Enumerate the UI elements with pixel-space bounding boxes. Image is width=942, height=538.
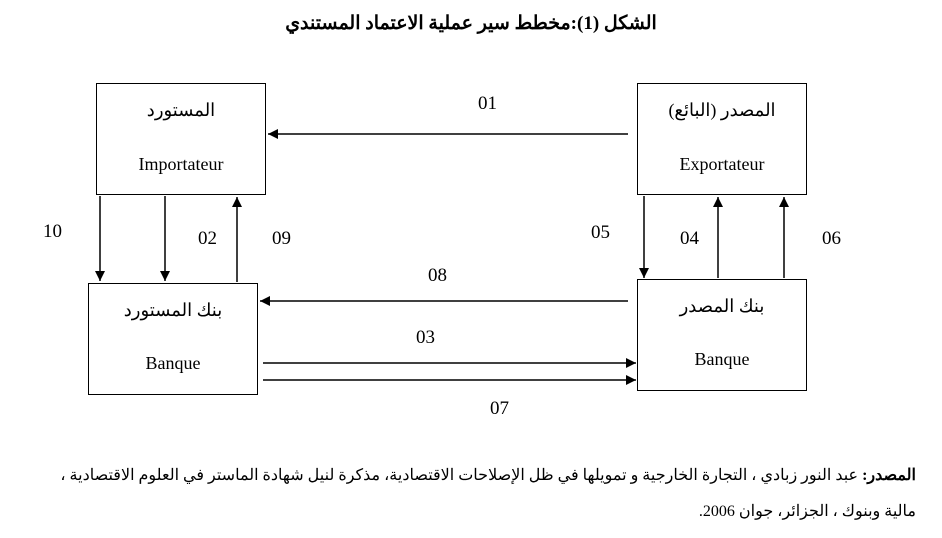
importer-label-fr: Importateur [138,154,224,174]
step-01-label: 01 [478,93,497,114]
importer-bank-label-ar: بنك المستورد [123,300,223,320]
step-06-label: 06 [822,228,841,249]
step-04-label: 04 [680,228,699,249]
importer-bank-label-fr: Banque [145,353,201,373]
exporter-bank-label-ar: بنك المصدر [679,296,765,316]
importer-label-ar: المستورد [146,100,216,120]
step-08-label: 08 [428,265,447,286]
step-07-label: 07 [490,398,509,419]
source-text: عبد النور زبادي ، التجارة الخارجية و تمويلها في ظل الإصلاحات الاقتصادية، مذكرة لنيل شهادة الماستر في العلوم الاقتصادية ، مالية وبنوك ، الجزائر، جوان 2006. [60,467,916,520]
exporter-label-fr: Exportateur [679,154,765,174]
exporter-label-ar: المصدر (البائع) [668,100,776,120]
figure-title: الشكل (1):مخطط سير عملية الاعتماد المستندي [285,13,657,34]
step-03-label: 03 [416,327,435,348]
source-citation [36,458,916,530]
exporter-bank-label-fr: Banque [694,349,750,369]
step-09-label: 09 [272,228,291,249]
step-10-label: 10 [43,221,62,242]
step-05-label: 05 [591,222,610,243]
source-label: المصدر: [862,467,916,484]
step-02-label: 02 [198,228,217,249]
